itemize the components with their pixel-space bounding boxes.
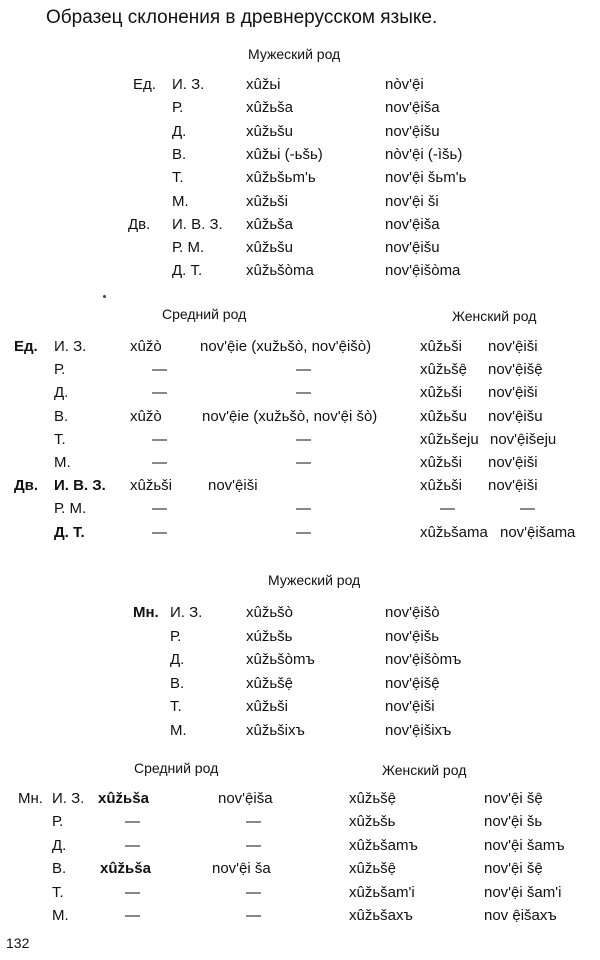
number-label: Дв.	[14, 477, 39, 495]
form-new: nov'ẹ̑iša	[385, 215, 440, 233]
page-title: Образец склонения в древнерусском языке.	[46, 7, 438, 28]
case-label: В.	[172, 145, 187, 163]
case-label: Д.	[52, 836, 67, 854]
fem-form-1: xûžьšu	[420, 407, 467, 425]
fem-form-2: nov'ẹ̑išẹ̑	[488, 361, 543, 379]
number-label: Мн.	[18, 790, 43, 807]
print-dot	[103, 295, 106, 298]
fem-form-1: xûžьši	[420, 477, 462, 495]
case-label: М.	[172, 192, 189, 210]
case-label: И. В. З.	[54, 477, 106, 495]
case-label: И. З.	[170, 604, 203, 621]
case-label: Р.	[172, 99, 184, 117]
neut-form-1: —	[125, 836, 140, 854]
fem-form-2: —	[520, 500, 535, 518]
neut-form-1: —	[152, 361, 167, 379]
neut-form-1: —	[125, 813, 140, 831]
fem-form-2: nov'ẹ̑iši	[488, 454, 538, 471]
neut-form-2: nov'ẹ̑ie (xužьšò, nov'ẹ̑i šò)	[202, 407, 378, 425]
fem-form-2: nov'ẹ̑išeju	[490, 430, 557, 448]
neut-form-1: —	[152, 454, 167, 471]
case-label: Р. М.	[54, 500, 87, 518]
fem-form-1: xûžьšь	[349, 813, 396, 831]
form-new: nov'ẹ̑išò	[385, 604, 440, 621]
form-husband: xûžьšьm'ь	[246, 169, 316, 187]
fem-form-1: xûžьšamъ	[349, 836, 418, 854]
case-label: И. З.	[172, 76, 205, 93]
form-husband: xûžьšẹ̑	[246, 674, 293, 692]
case-label: В.	[54, 407, 69, 425]
form-new: nov'ẹ̑išòma	[385, 262, 461, 280]
fem-form-1: xûžьšẹ̑	[349, 860, 396, 878]
neut-form-2: —	[296, 384, 311, 402]
form-husband: xûžьši	[246, 192, 288, 210]
neut-form-1: xûžьša	[98, 790, 149, 807]
neut-form-2: nov'ẹ̑ie (xužьšò, nov'ẹ̑išò)	[200, 338, 372, 355]
form-new: nov'ẹ̑iši	[385, 698, 435, 715]
neut-form-1: —	[152, 384, 167, 402]
page-number: 132	[6, 935, 30, 951]
form-new: nòv'ẹ̑i (-ìšь)	[385, 145, 463, 163]
fem-form-2: nov'ẹ̑i šam'i	[484, 883, 562, 901]
neut-form-2: —	[296, 500, 311, 518]
form-husband: xûžьšò	[246, 604, 293, 621]
fem-form-2: nov'ẹ̑i šь	[484, 813, 543, 831]
form-husband: xûžьšòmъ	[246, 651, 315, 668]
fem-form-1: xûžьšama	[420, 523, 488, 541]
neut-form-2: —	[246, 813, 261, 831]
fem-form-2: nov'ẹ̑i šẹ̑	[484, 790, 543, 807]
neut-form-1: —	[152, 430, 167, 448]
form-husband: xûžьša	[246, 215, 293, 233]
form-new: nov'ẹ̑išu	[385, 239, 440, 257]
neut-form-2: —	[296, 454, 311, 471]
form-new: nov'ẹ̑iša	[385, 99, 440, 117]
case-label: Р.	[52, 813, 64, 831]
form-new: nov'ẹ̑išixъ	[385, 721, 452, 739]
neut-form-1: xûžьša	[100, 860, 151, 878]
neut-form-2: nov'ẹ̑i ša	[212, 860, 271, 878]
neut-form-1: —	[152, 500, 167, 518]
fem-form-1: xûžьšam'i	[349, 883, 415, 901]
neut-form-1: —	[152, 523, 167, 541]
form-husband: xûžьši	[246, 698, 288, 715]
case-label: М.	[54, 454, 71, 471]
form-husband: xûžьšu	[246, 239, 293, 257]
neut-form-1: —	[125, 907, 140, 924]
heading-fem-sg: Женский род	[452, 308, 537, 324]
case-label: Д.	[172, 122, 187, 140]
heading-neut-sg: Средний род	[162, 306, 247, 322]
neut-form-2: nov'ẹ̑iša	[218, 790, 273, 807]
fem-form-1: xûžьšeju	[420, 430, 479, 448]
form-husband: xûžьšu	[246, 122, 293, 140]
form-new: nov'ẹ̑išẹ̑	[385, 674, 440, 692]
case-label: Т.	[54, 430, 66, 448]
heading-masc-pl: Мужеский род	[268, 572, 361, 588]
fem-form-2: nov'ẹ̑išu	[488, 407, 543, 425]
form-husband: xûžьšixъ	[246, 721, 305, 739]
neut-form-2: —	[296, 523, 311, 541]
form-new: nòv'ẹ̑i	[385, 76, 424, 93]
form-husband: xûžьša	[246, 99, 293, 117]
case-label: Р.	[170, 627, 182, 645]
fem-form-1: xûžьši	[420, 338, 462, 355]
neut-form-2: —	[296, 361, 311, 379]
fem-form-2: nov ẹ̑išaxъ	[484, 907, 557, 924]
neut-form-2: —	[296, 430, 311, 448]
neut-form-2: —	[246, 883, 261, 901]
case-label: И. З.	[52, 790, 85, 807]
case-label: Д.	[54, 384, 69, 402]
heading-neut-pl: Средний род	[134, 760, 219, 776]
neut-form-2: —	[246, 907, 261, 924]
fem-form-1: xûžьši	[420, 454, 462, 471]
number-label: Ед.	[14, 338, 38, 355]
form-new: nov'ẹ̑išu	[385, 122, 440, 140]
fem-form-1: xûžьšẹ̑	[420, 361, 467, 379]
fem-form-1: xûžьšẹ̑	[349, 790, 396, 807]
neut-form-2: —	[246, 836, 261, 854]
number-label: Мн.	[133, 604, 159, 621]
form-husband: xúžьšь	[246, 627, 293, 645]
case-label: В.	[52, 860, 67, 878]
neut-form-1: xûžò	[130, 338, 162, 355]
form-husband: xûžьi (-ьšь)	[246, 145, 323, 163]
fem-form-2: nov'ẹ̑išama	[500, 523, 576, 541]
fem-form-2: nov'ẹ̑iši	[488, 338, 538, 355]
fem-form-2: nov'ẹ̑iši	[488, 477, 538, 495]
fem-form-1: xûžьši	[420, 384, 462, 402]
case-label: В.	[170, 674, 185, 692]
case-label: М.	[170, 721, 187, 739]
neut-form-1: —	[125, 883, 140, 901]
fem-form-2: nov'ẹ̑iši	[488, 384, 538, 402]
heading-fem-pl: Женский род	[382, 762, 467, 778]
neut-form-1: xûžьši	[130, 477, 172, 495]
case-label: Д. Т.	[54, 523, 85, 541]
case-label: И. В. З.	[172, 215, 223, 233]
case-label: Т.	[172, 169, 184, 187]
form-new: nov'ẹ̑i šьm'ь	[385, 169, 467, 187]
number-label: Ед.	[133, 76, 156, 93]
case-label: Т.	[170, 698, 182, 715]
fem-form-1: —	[440, 500, 455, 518]
form-new: nov'ẹ̑išь	[385, 627, 440, 645]
case-label: Р.	[54, 361, 66, 379]
case-label: И. З.	[54, 338, 87, 355]
case-label: Д.	[170, 651, 185, 668]
neut-form-1: xûžò	[130, 407, 162, 425]
case-label: Р. М.	[172, 239, 205, 257]
fem-form-2: nov'ẹ̑i šẹ̑	[484, 860, 543, 878]
case-label: Д. Т.	[172, 262, 203, 280]
neut-form-2: nov'ẹ̑iši	[208, 477, 258, 495]
heading-masc-sg: Мужеский род	[248, 46, 341, 62]
case-label: М.	[52, 907, 69, 924]
form-new: nov'ẹ̑išòmъ	[385, 651, 462, 668]
form-husband: xûžьšòma	[246, 262, 314, 280]
form-new: nov'ẹ̑i ši	[385, 192, 439, 210]
fem-form-2: nov'ẹ̑i šamъ	[484, 836, 565, 854]
case-label: Т.	[52, 883, 64, 901]
fem-form-1: xûžьšaxъ	[349, 907, 413, 924]
number-label: Дв.	[128, 215, 151, 233]
form-husband: xûžьi	[246, 76, 281, 93]
